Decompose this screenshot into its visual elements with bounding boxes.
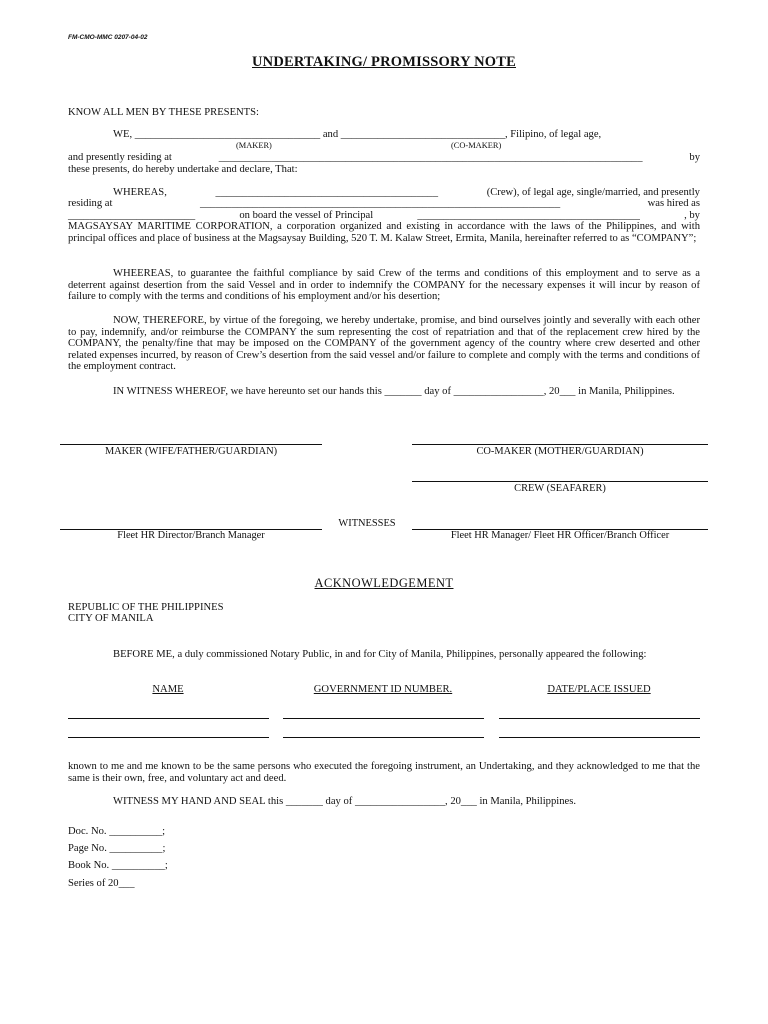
- position-blank[interactable]: ________________________: [68, 210, 196, 221]
- doc-no-field: Doc. No. __________;: [68, 826, 166, 837]
- book-no-field: Book No. __________;: [68, 860, 168, 871]
- before-me-paragraph: BEFORE ME, a duly commissioned Notary Public, in and for City of Manila, Philippines, personally appeared the following:: [113, 649, 647, 660]
- by-text: , by: [684, 210, 700, 221]
- we-label: WE,: [113, 129, 133, 140]
- crew-name-blank[interactable]: __________________________________________: [215, 187, 439, 198]
- maker-caption: (MAKER): [236, 141, 272, 150]
- page-no-field: Page No. __________;: [68, 843, 166, 854]
- whereas1-rest: MAGSAYSAY MARITIME CORPORATION, a corporation organized and existing in accordance with the laws of the Philippines, and with principal offices and place of business at the Magsaysay Building, 520 T. M. Kalaw Street, Ermita, Manila, hereinafter referred to as “COMPANY”;: [68, 221, 700, 244]
- residence-blank[interactable]: ________________________________________________________________________________: [218, 152, 643, 163]
- name-line-2[interactable]: [68, 737, 269, 738]
- maker-signature-line[interactable]: [60, 444, 322, 445]
- column-government-id: GOVERNMENT ID NUMBER.: [313, 684, 453, 695]
- vessel-label: on board the vessel of Principal: [239, 210, 374, 221]
- maker-signature-label: MAKER (WIFE/FATHER/GUARDIAN): [104, 446, 278, 457]
- we-line: [113, 129, 601, 141]
- comaker-caption: (CO-MAKER): [451, 141, 502, 150]
- city-label: CITY OF MANILA: [68, 613, 154, 624]
- by-label: by: [689, 152, 700, 163]
- filipino-text: , Filipino, of legal age,: [504, 129, 602, 140]
- whereas-label: WHEREAS,: [113, 187, 167, 198]
- in-witness-paragraph: IN WITNESS WHEREOF, we have hereunto set our hands this _______ day of _________________, 20___ in Manila, Philippines.: [113, 386, 675, 397]
- whereas2-paragraph: WHEEREAS, to guarantee the faithful compliance by said Crew of the terms and conditions of this employment and to serve as a deterrent against desertion from the said Vessel and in order to indemnify the COMPANY for the necessary expenses it will incur by reason of failure to comply with the terms and conditions of his employment and/or his desertion;: [68, 268, 700, 303]
- fleet-director-label: Fleet HR Director/Branch Manager: [117, 530, 265, 541]
- form-code: FM-CMO-MMC 0207-04-02: [68, 34, 148, 41]
- whereas1-line2: [68, 198, 700, 210]
- known-paragraph: known to me and me known to be the same persons who executed the foregoing instrument, an Undertaking, and they acknowledged to me that the same is their own, free, and voluntary act and deed.: [68, 761, 700, 784]
- hired-as-label: was hired as: [647, 198, 700, 209]
- id-line-2[interactable]: [283, 737, 484, 738]
- comaker-signature-line[interactable]: [412, 444, 708, 445]
- intro-text: KNOW ALL MEN BY THESE PRESENTS:: [68, 107, 259, 118]
- republic-label: REPUBLIC OF THE PHILIPPINES: [68, 602, 224, 613]
- residing-line: [68, 152, 700, 164]
- principal-blank[interactable]: __________________________________________: [417, 210, 640, 221]
- comaker-name-blank[interactable]: _______________________________: [340, 129, 505, 140]
- column-date-place: DATE/PLACE ISSUED: [547, 684, 651, 695]
- id-line-1[interactable]: [283, 718, 484, 719]
- crew-text: (Crew), of legal age, single/married, and presently: [486, 187, 700, 198]
- witness-hand-line: WITNESS MY HAND AND SEAL this _______ day of _________________, 20___ in Manila, Philippines.: [113, 796, 576, 807]
- date-line-2[interactable]: [499, 737, 700, 738]
- whereas1-line1: [113, 187, 700, 199]
- document-title: UNDERTAKING/ PROMISSORY NOTE: [252, 54, 516, 70]
- whereas1-line3: [68, 210, 700, 222]
- now-therefore-paragraph: NOW, THEREFORE, by virtue of the foregoing, we hereby undertake, promise, and bind ourselves jointly and severally with each other to pay, indemnify, and/or reimburse the COMPANY the sum representing the cost of repatriation and that of the replacement crew hired by the COMPANY, the penalty/fine that may be imposed on the COMPANY of the government agency of the country where crew deserted and other related expenses incurred, by reason of Crew’s desertion from the said vessel and/or failure to complete and comply with the terms and conditions of the employment contract.: [68, 315, 700, 373]
- crew-signature-label: CREW (SEAFARER): [514, 483, 606, 494]
- date-line-1[interactable]: [499, 718, 700, 719]
- witnesses-label: WITNESSES: [338, 518, 396, 529]
- presents-line: these presents, do hereby undertake and declare, That:: [68, 164, 298, 175]
- crew-residence-blank[interactable]: ____________________________________________________________________: [199, 198, 561, 209]
- series-field: Series of 20___: [68, 878, 135, 889]
- fleet-manager-label: Fleet HR Manager/ Fleet HR Officer/Branch Officer: [450, 530, 670, 541]
- residing-label: and presently residing at: [68, 152, 172, 163]
- and-label: and: [322, 129, 339, 140]
- maker-name-blank[interactable]: ___________________________________: [134, 129, 321, 140]
- comaker-signature-label: CO-MAKER (MOTHER/GUARDIAN): [476, 446, 644, 457]
- acknowledgement-heading: ACKNOWLEDGEMENT: [314, 576, 454, 590]
- name-line-1[interactable]: [68, 718, 269, 719]
- column-name: NAME: [152, 684, 184, 695]
- crew-signature-line[interactable]: [412, 481, 708, 482]
- residing-at-label: residing at: [68, 198, 113, 209]
